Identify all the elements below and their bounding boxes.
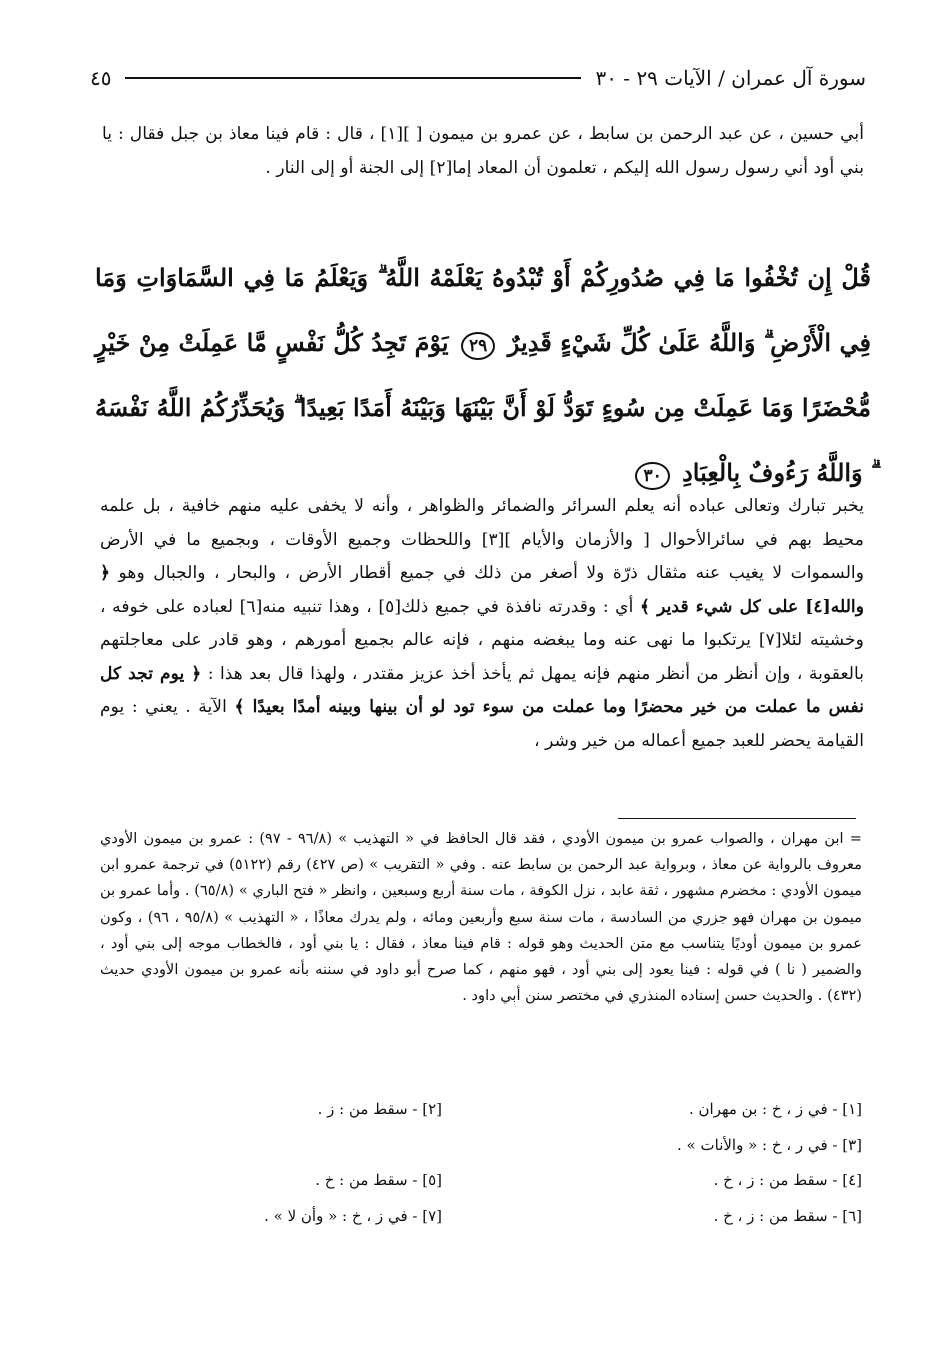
footnote-continuation: = ابن مهران ، والصواب عمرو بن ميمون الأودي ، فقد قال الحافظ في « التهذيب » (٩٦/٨ - ٩٧) : عمرو بن ميمون الأودي معروف بالرواية عن معاذ ، وبرواية عبد الرحمن بن سابط عنه . وفي « التقريب » (ص ٤٢٧) رقم (٥١٢٢) في ترجمة عمرو ابن ميمون الأودي : مخضرم مشهور ، ثقة عابد ، نزل الكوفة ، مات سنة أربع وسبعين ، وانظر « فتح الباري » (٦٥/٨) . وأما عمرو بن ميمون بن مهران فهو جزري من السادسة ، مات سنة سبع وأربعين ومائه ، ولم يدرك معاذًا ، « التهذيب » (٩٥/٨ ، ٩٦) ، وكون عمرو بن ميمون أوديًا يتناسب مع متن الحديث وهو قوله : قام فينا معاذ ، فقال : يا بني أود ، فالخطاب موجه إلى بني أود ، والضمير ( نا ) في قوله : فينا يعود إلى بني أود ، فهو منهم ، كما صرح أبو داود في سننه بأنه عمرو بن ميمون الأودي حديث (٤٣٢) . والحديث حسن إسناده المنذري في مختصر سنن أبي داود . xyxy=(100,830,862,1005)
footnote-separator xyxy=(618,818,856,819)
running-title: سورة آل عمران / الآيات ٢٩ - ٣٠ xyxy=(595,66,866,90)
page-header xyxy=(90,58,866,98)
quran-verse xyxy=(95,245,871,505)
note-5: [٥] - سقط من : خ . xyxy=(315,1171,442,1189)
note-4: [٤] - سقط من : ز ، خ . xyxy=(713,1171,862,1189)
verse-part-2: يَوْمَ تَجِدُ كُلُّ نَفْسٍ مَّا عَمِلَتْ مِنْ خَيْرٍ مُّحْضَرًا وَمَا عَمِلَتْ مِن سُوءٍ تَوَدُّ لَوْ أَنَّ بَيْنَهَا وَبَيْنَهُ أَمَدًا بَعِيدًا ۗ وَيُحَذِّرُكُمُ اللَّهُ نَفْسَهُ ۗ وَاللَّهُ رَءُوفٌ بِالْعِبَادِ xyxy=(95,328,871,487)
tafsir-quote-1: ﴿ والله[٤] على كل شيء قدير ﴾ xyxy=(100,563,865,617)
tafsir-text-1: يخبر تبارك وتعالى عباده أنه يعلم السرائر والضمائر والظواهر ، وأنه لا يخفى عليه منهم خافية ، بل علمه محيط بهم في سائرالأحوال [ والأزمان والأيام ][٣] واللحظات وجميع الأوقات ، وبجميع ما في الأرض والسموات لا يغيب عنه مثقال ذرّة ولا أصغر من ذلك في جميع أقطار الأرض ، والبحار ، والجبال وهو xyxy=(100,496,865,583)
note-7: [٧] - في ز ، خ : « وأن لا » . xyxy=(264,1207,442,1225)
tafsir-paragraph xyxy=(100,490,864,758)
note-2: [٢] - سقط من : ز . xyxy=(317,1100,442,1118)
tafsir-text-3: الآية . يعني : يوم القيامة يحضر للعبد جميع أعماله من خير وشر ، xyxy=(100,697,864,751)
verse-number-marker-29: ٢٩ xyxy=(461,332,495,360)
note-3: [٣] - في ر ، خ : « والأنات » . xyxy=(677,1136,862,1154)
intro-paragraph: أبي حسين ، عن عبد الرحمن بن سابط ، عن عمرو بن ميمون [ ][١] ، قال : قام فينا معاذ بن جبل فقال : يا بني أود أني رسول رسول الله إليكم ، تعلمون أن المعاد إما[٢] إلى الجنة أو إلى النار . xyxy=(102,124,864,178)
header-rule xyxy=(125,77,581,79)
verse-part-1: قُلْ إِن تُخْفُوا مَا فِي صُدُورِكُمْ أَوْ تُبْدُوهُ يَعْلَمْهُ اللَّهُ ۗ وَيَعْلَمُ مَا فِي السَّمَاوَاتِ وَمَا فِي الْأَرْضِ ۗ وَاللَّهُ عَلَىٰ كُلِّ شَيْءٍ قَدِيرٌ xyxy=(95,263,871,357)
manuscript-notes xyxy=(100,1100,862,1250)
tafsir-quote-2: ﴿ يوم تجد كل نفس ما عملت من خير محضرًا وما عملت من سوء تود لو أن بينها وبينه أمدًا بعيدًا ﴾ xyxy=(100,663,864,717)
page-number: ٤٥ xyxy=(90,66,112,90)
note-6: [٦] - سقط من : ز ، خ . xyxy=(713,1207,862,1225)
tafsir-text-2: أي : وقدرته نافذة في جميع ذلك[٥] ، وهذا تنبيه منه[٦] لعباده على خوفه ، وخشيته لئلا[٧] يرتكبوا ما نهى عنه وما يبغضه منهم ، فإنه عالم بجميع أمورهم ، وهو قادر على معاجلتهم بالعقوبة ، وإن أنظر من أنظر منهم فإنه يمهل ثم يأخذ أخذ عزيز مقتدر ، ولهذا قال بعد هذا : xyxy=(100,596,865,684)
verse-number-marker-30: ٣٠ xyxy=(635,462,669,490)
note-1: [١] - في ز ، خ : بن مهران . xyxy=(688,1100,862,1118)
